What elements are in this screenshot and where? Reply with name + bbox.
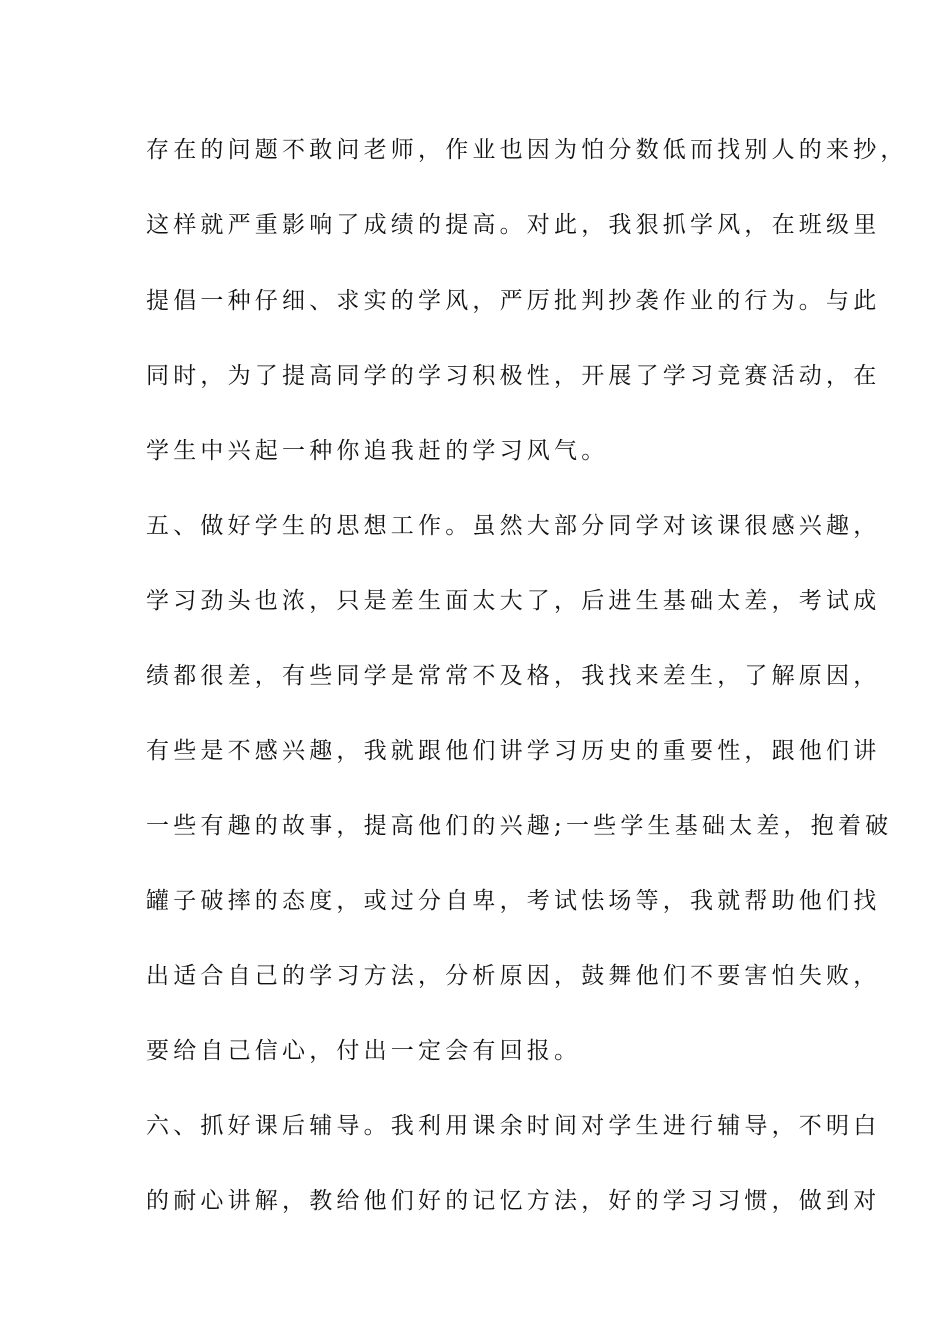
text-line: 同时，为了提高同学的学习积极性，开展了学习竞赛活动，在 <box>146 363 881 389</box>
text-line: 这样就严重影响了成绩的提高。对此，我狠抓学风，在班级里 <box>146 212 881 238</box>
text-line: 五、做好学生的思想工作。虽然大部分同学对该课很感兴趣， <box>146 513 881 539</box>
text-line: 提倡一种仔细、求实的学风，严厉批判抄袭作业的行为。与此 <box>146 288 881 314</box>
text-line: 一些有趣的故事，提高他们的兴趣;一些学生基础太差，抱着破 <box>146 813 893 839</box>
text-line: 出适合自己的学习方法，分析原因，鼓舞他们不要害怕失败， <box>146 963 881 989</box>
text-line: 的耐心讲解，教给他们好的记忆方法，好的学习习惯，做到对 <box>146 1188 881 1214</box>
text-line: 有些是不感兴趣，我就跟他们讲学习历史的重要性，跟他们讲 <box>146 738 881 764</box>
text-line: 要给自己信心，付出一定会有回报。 <box>146 1038 582 1064</box>
text-line: 学生中兴起一种你追我赶的学习风气。 <box>146 438 609 464</box>
text-line: 绩都很差，有些同学是常常不及格，我找来差生，了解原因， <box>146 663 881 689</box>
text-line: 学习劲头也浓，只是差生面太大了，后进生基础太差，考试成 <box>146 588 881 614</box>
text-line: 存在的问题不敢问老师，作业也因为怕分数低而找别人的来抄， <box>146 137 908 163</box>
text-line: 罐子破摔的态度，或过分自卑，考试怯场等，我就帮助他们找 <box>146 888 881 914</box>
text-line: 六、抓好课后辅导。我利用课余时间对学生进行辅导，不明白 <box>146 1113 881 1139</box>
